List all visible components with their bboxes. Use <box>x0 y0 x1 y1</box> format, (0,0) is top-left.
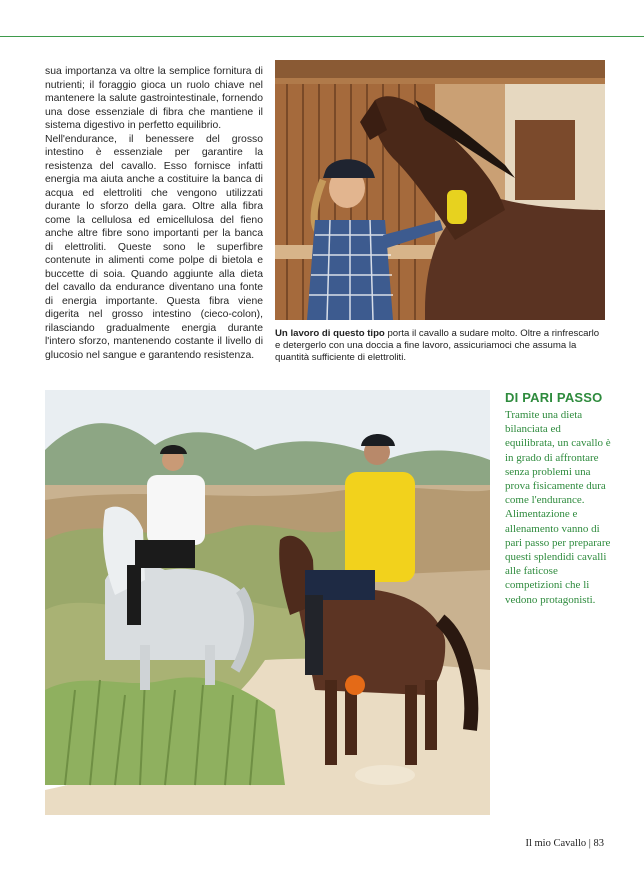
caption-text: porta il cavallo a sudare molto. Oltre a rinfrescarlo e detergerlo con una doccia a fine lavoro, assicuriamoci che assuma la quantità sufficiente di elettroliti. <box>275 328 600 363</box>
sidebar-title: DI PARI PASSO <box>505 390 603 405</box>
magazine-name: Il mio Cavallo <box>525 838 587 849</box>
photo-two-riders <box>45 390 490 815</box>
caption-bold: Un lavoro di questo tipo <box>275 328 385 339</box>
footer-separator: | <box>586 838 594 849</box>
sidebar-body: Tramite una dieta bilanciata ed equilibrata, un cavallo è in grado di affrontare senza problemi una prova fisicamente dura come l'endurance. Alimentazione e allenamento vanno di pari passo per preparare questi splendidi cavalli alle faticose competizioni che li vedono protagonisti. <box>505 409 611 606</box>
page-footer <box>525 838 604 849</box>
photo-woman-sponging-horse <box>275 60 605 320</box>
article-paragraph: Nell'endurance, il benessere del grosso intestino è essenziale per garantire la resistenza del cavallo. Esso fornisce infatti energia ma aiuta anche a costituire la banca di acqua ed elettroliti che vengono utilizzati durante lo sforzo della gara. Oltre alla fibra come la cellulosa ed emicellulosa del fieno anche altre fibre sono importanti per la banca di elettroliti. Queste sono le superfibre contenute in alimenti come polpe di bietola e buccette di soia. Quando aggiunte alla dieta del cavallo da endurance diventano una fonte di energia importante. Questa fibra viene digerita nel grosso intestino (cieco-colon), rilasciando gradualmente energia durante l'intero sforzo, mantenendo costante il livello di glucosio nel sangue e garantendo resistenza. <box>45 133 263 361</box>
photo-caption <box>275 328 605 364</box>
top-rule <box>0 36 644 37</box>
article-paragraph: sua importanza va oltre la semplice fornitura di nutrienti; il foraggio gioca un ruolo chiave nel mantenere la salute gastrointestinale, fornendo una dose essenziale di fibra che mantiene il sistema digestivo in perfetto equilibrio. <box>45 66 263 131</box>
article-column <box>45 65 263 362</box>
page-number: 83 <box>593 838 604 849</box>
